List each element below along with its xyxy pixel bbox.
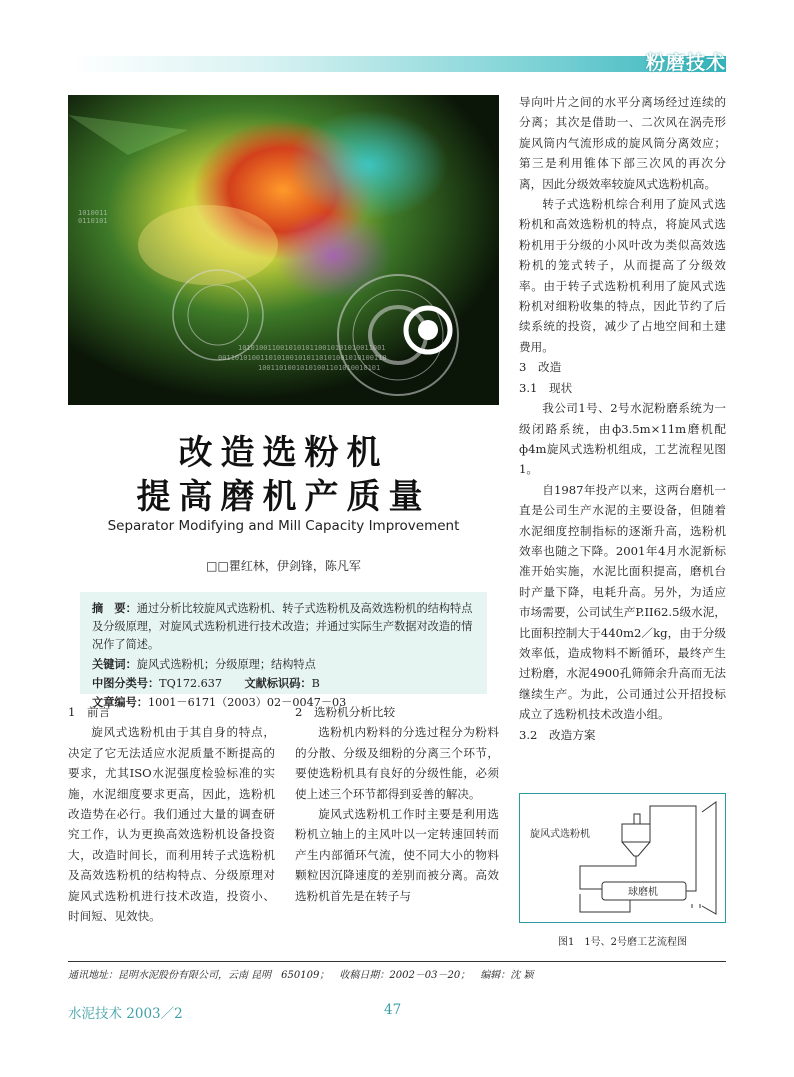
- paragraph-continued: 导向叶片之间的水平分离场经过连续的分离；其次是借助一、二次风在涡壳形旋风筒内气流形成的旋风筒分离效应；第三是利用锥体下部三次风的再次分离，因此分级效率较旋风式选粉机高。: [519, 95, 726, 191]
- keywords: 旋风式选粉机；分级原理；结构特点: [136, 657, 316, 671]
- separator-body: [622, 824, 650, 842]
- abstract-label: 摘 要：: [92, 601, 137, 615]
- journal-name: 水泥技术 2003／2: [68, 1006, 183, 1022]
- doc-code-label: 文献标识码：: [244, 675, 312, 690]
- product-pipe: [580, 894, 630, 912]
- paragraph-status-1: 我公司1号、2号水泥粉磨系统为一级闭路系统，由ф3.5m×11m磨机配ф4m旋风式选粉机组成，工艺流程见图1。: [519, 401, 726, 477]
- doc-code: B: [311, 676, 320, 690]
- svg-text:001101010011010100101011010100: 0011010100110101001010110101001010100110: [218, 354, 387, 362]
- mill-label: 球磨机: [628, 887, 658, 898]
- paragraph-status-2: 自1987年投产以来，这两台磨机一直是公司生产水泥的主要设备，但随着水泥细度控制指标的逐渐升高，选粉机效率也随之下降。2001年4月水泥新标准开始实施，水泥比面积提高，磨机台时产量下降，电耗升高。另外，为适应市场需要，公司试生产P.II62.5级水泥，比面积控制大于440m2／kg，由于分级效率低，造成物料不断循环，最终产生过粉磨，水泥4900孔筛筛余升高而无法继续生产。为此，公司通过公开招投标成立了选粉机技术改造小组。: [519, 482, 726, 722]
- heading-introduction: 1 前言: [68, 705, 111, 719]
- abstract-box: [80, 592, 487, 710]
- paragraph-comparison-2: 旋风式选粉机工作时主要是利用选粉机立轴上的主风叶以一定转速回转而产生内部循环气流，使不同大小的物料颗粒因沉降速度的差别而被分离。高效选粉机首先是在转子与: [295, 807, 499, 903]
- heading-current-status: 3.1 现状: [519, 380, 573, 395]
- keywords-label: 关键词：: [92, 656, 137, 671]
- column-2: [295, 702, 499, 906]
- separator-cone: [622, 842, 650, 856]
- return-pipe: [580, 856, 636, 889]
- separator-label: 旋风式选粉机: [530, 829, 590, 840]
- column-1: [68, 702, 275, 926]
- paragraph-introduction: 旋风式选粉机由于其自身的特点，决定了它无法适应水泥质量不断提高的要求，尤其ISO水泥强度检验标准的实施，水泥细度要求更高，因此，选粉机改造势在必行。我们通过大量的调查研究工作，认为更换高效选粉机设备投资大，改造时间长，而利用转子式选粉机及高效选粉机的结构特点、分级原理对旋风式选粉机进行技术改造，投资小、时间短、见效快。: [68, 725, 275, 924]
- footnote: 通讯地址：昆明水泥股份有限公司，云南 昆明 650109； 收稿日期：2002－03－20； 编辑：沈 颖: [68, 970, 534, 981]
- title-line-2: 提高磨机产质量: [136, 477, 431, 517]
- section-title: 粉磨技术: [645, 52, 726, 74]
- abstract-text: 通过分析比较旋风式选粉机、转子式选粉机及高效选粉机的结构特点及分级原理，对旋风式选粉机进行技术改造；并通过实际生产数据对改造的情况作了简述。: [92, 602, 473, 652]
- feed-bin: [702, 802, 716, 914]
- column-3: [519, 92, 726, 745]
- header-gradient-bar: [70, 56, 726, 72]
- paragraph-comparison-1: 选粉机内粉料的分选过程分为粉料的分散、分级及细粉的分离三个环节，要使选粉机具有良好的分级性能，必须使上述三个环节都得到妥善的解决。: [295, 725, 499, 801]
- title-line-1: 改造选粉机: [178, 433, 389, 473]
- svg-text:0110101: 0110101: [78, 217, 108, 225]
- heading-modification: 3 改造: [519, 360, 562, 375]
- cover-illustration: [68, 95, 499, 405]
- process-flow-diagram: [520, 794, 725, 922]
- page-number: 47: [384, 1002, 402, 1018]
- elevator-pipe: [650, 806, 696, 891]
- svg-text:10011010010101001101010010101: 10011010010101001101010010101: [258, 364, 381, 372]
- clc-number: TQ172.637: [159, 676, 223, 690]
- article-number-label: 文章编号：: [92, 695, 148, 710]
- authors: □□瞿红林，伊剑锋，陈凡军: [206, 559, 361, 573]
- footnote-rule: [68, 961, 726, 962]
- heading-comparison: 2 选粉机分析比较: [295, 705, 396, 719]
- heading-modification-plan: 3.2 改造方案: [519, 727, 596, 742]
- svg-text:101010011001010101100101010100: 10101001100101010110010101010011001: [238, 344, 386, 352]
- figure-1-caption: 图1 1号、2号磨工艺流程图: [557, 937, 688, 948]
- figure-1-process-flow: [519, 793, 726, 923]
- clc-label: 中图分类号：: [92, 675, 160, 690]
- article-number: 1001－6171（2003）02－0047－03: [147, 696, 347, 710]
- separator-top: [634, 814, 640, 824]
- paragraph-rotor-separator: 转子式选粉机综合利用了旋风式选粉机和高效选粉机的特点，将旋风式选粉机用于分级的小风叶改为类似高效选粉机的笼式转子，从而提高了分级效率。由于转子式选粉机利用了旋风式选粉机对细粉收集的特点，因此节约了后续系统的投资，减少了占地空间和土建费用。: [519, 197, 726, 354]
- svg-text:1010011: 1010011: [78, 209, 108, 217]
- title-english: Separator Modifying and Mill Capacity Improvement: [107, 518, 460, 534]
